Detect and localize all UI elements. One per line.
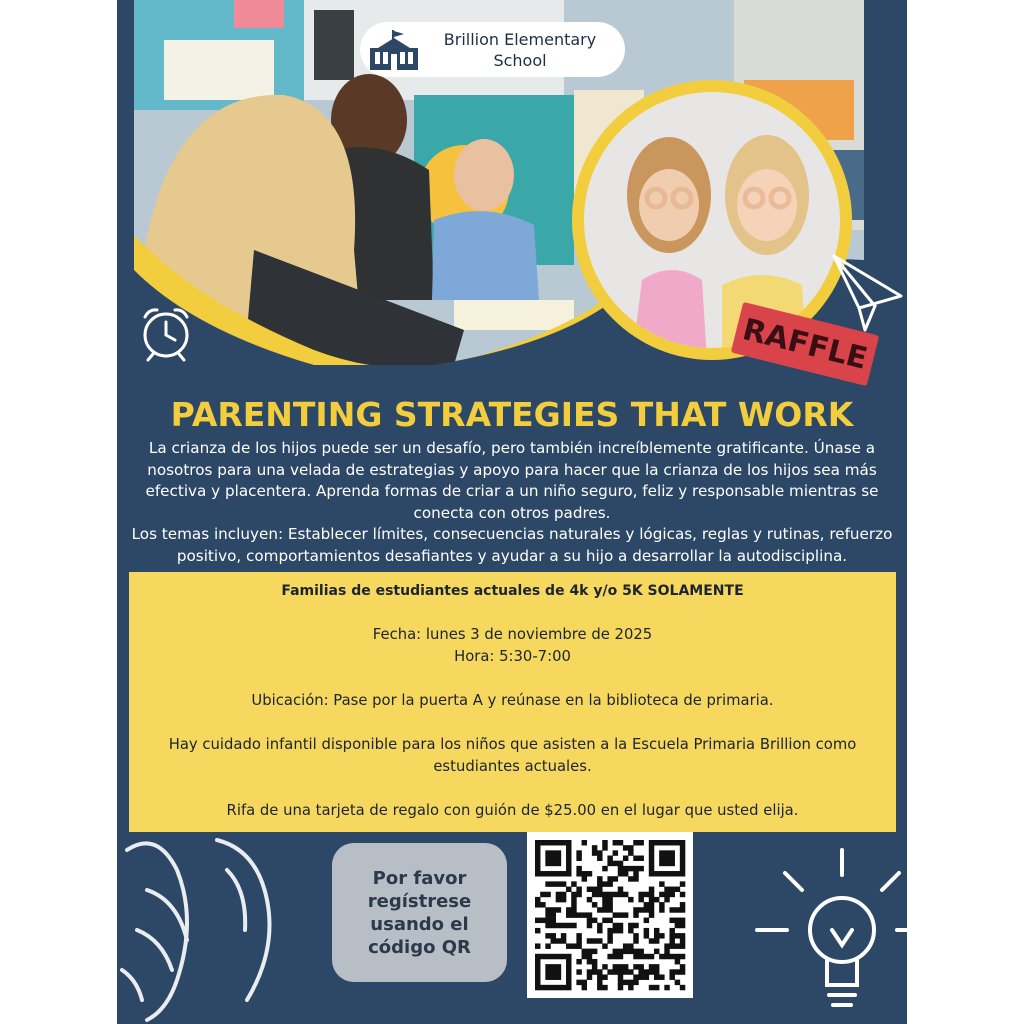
topics-paragraph: Los temas incluyen: Establecer límites, consecuencias naturales y lógicas, reglas y rutinas, refuerzo positivo, comportamientos desafiantes y ayudar a su hijo a desarrollar la autodisciplina. — [131, 525, 893, 565]
raffle-text: Rifa de una tarjeta de regalo con guión de $25.00 en el lugar que usted elija. — [226, 802, 799, 819]
time-text: Hora: 5:30-7:00 — [454, 648, 571, 665]
intro-text — [121, 438, 903, 567]
qr-code-icon — [527, 832, 693, 998]
alarm-clock-icon — [135, 302, 197, 364]
hand-icon — [117, 830, 287, 1024]
audience-text: Familias de estudiantes actuales de 4k y/o 5K SOLAMENTE — [281, 583, 744, 599]
school-icon — [368, 30, 420, 70]
qr-code[interactable] — [527, 832, 693, 998]
date-text: Fecha: lunes 3 de noviembre de 2025 — [372, 626, 653, 643]
lightbulb-icon — [747, 835, 907, 1024]
intro-paragraph: La crianza de los hijos puede ser un desafío, pero también increíblemente gratificante. Únase a nosotros para una velada de estrategias y apoyo para hacer que la crianza de los hijos sea más efectiva y placentera. Aprenda formas de criar a un niño seguro, feliz y responsable mientras se conecta con otros padres. — [145, 439, 879, 522]
event-details — [129, 572, 896, 832]
page-title: PARENTING STRATEGIES THAT WORK — [170, 395, 854, 434]
childcare-text: Hay cuidado infantil disponible para los niños que asisten a la Escuela Primaria Brillion como estudiantes actuales. — [168, 736, 857, 775]
flyer — [117, 0, 907, 1024]
raffle-badge-label: RAFFLE — [739, 311, 871, 377]
school-name: Brillion Elementary School — [443, 29, 597, 70]
paper-plane-icon — [829, 248, 905, 338]
location-text: Ubicación: Pase por la puerta A y reúnase en la biblioteca de primaria. — [251, 692, 774, 709]
school-logo — [360, 22, 625, 77]
register-box: Por favor regístrese usando el código QR — [332, 843, 507, 982]
